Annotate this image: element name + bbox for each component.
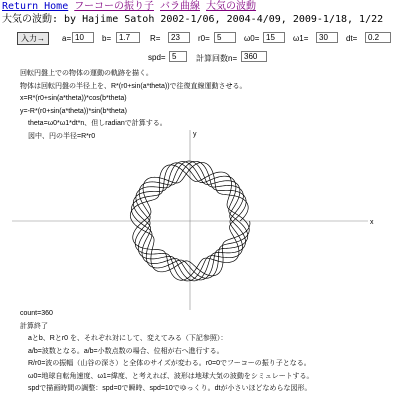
parameter-row: [0, 32, 400, 46]
r0-input[interactable]: [214, 32, 236, 43]
note-4: ω0=地球自転角速度、ω1=緯度、と考えれば、波形は地球大気の波動をシミュレートする。: [28, 372, 314, 380]
return-home-link[interactable]: Return Home: [2, 1, 69, 12]
w0-input[interactable]: [263, 32, 285, 43]
notes: [20, 308, 314, 396]
x-axis-label: x: [370, 219, 374, 226]
a-input[interactable]: [72, 32, 94, 43]
count-text: count=360: [20, 310, 53, 317]
desc-line-5: theta=ω0*ω1*dt*n、但しradianで計算する。: [28, 120, 167, 127]
w1-label: ω1=: [293, 34, 309, 43]
desc-line-2: 物体は回転円盤の半径上を、R*(r0+sin(a*theta))で往復直線運動させる。: [20, 82, 247, 90]
spd-label: spd=: [148, 53, 166, 62]
nav-links: [2, 0, 256, 13]
desc-line-1: 回転円盤上での物体の運動の軌跡を描く。: [20, 70, 153, 77]
foucault-pendulum-link[interactable]: フーコーの振り子: [74, 1, 154, 12]
page-title: 大気の波動: by Hajime Satoh 2002-1/06, 2004-4/09, 2009-1/18, 1/22: [2, 14, 384, 25]
note-3: R/r0=波の振幅（山谷の深さ）と全体のサイズが変わる。r0=0でフーコーの振り子となる。: [28, 360, 311, 367]
spd-input[interactable]: [169, 51, 187, 62]
w1-input[interactable]: [316, 32, 338, 43]
note-5: spdで描画時間の調整：spd=0で瞬時、spd=10でゆっくり。dtが小さいほどなめらな図形。: [28, 385, 312, 392]
done-text: 計算終了: [20, 322, 48, 330]
R-input[interactable]: [168, 32, 190, 43]
dt-label: dt=: [346, 34, 358, 43]
w0-label: ω0=: [244, 34, 260, 43]
atmospheric-wave-link[interactable]: 大気の波動: [206, 1, 257, 12]
b-label: b=: [102, 34, 112, 43]
desc-line-3: x=R*(r0+sin(a*theta))*cos(b*theta): [20, 95, 127, 102]
R-label: R=: [150, 34, 161, 43]
a-label: a=: [62, 34, 72, 43]
trajectory-plot: [0, 130, 400, 310]
note-1: aとb、Rとr0 を、それぞれ対にして、変えてみる（下記参照）：: [28, 335, 228, 342]
dt-input[interactable]: [365, 32, 391, 43]
speed-row: [0, 51, 400, 65]
desc-line-6: 図中、円の半径=R*r0: [28, 132, 96, 140]
rose-curve-link[interactable]: バラ曲線: [160, 1, 200, 12]
r0-label: r0=: [198, 34, 210, 43]
run-button[interactable]: 入力→: [17, 32, 49, 45]
desc-line-4: y=-R*(r0+sin(a*theta))*sin(b*theta): [20, 107, 127, 115]
count-label: 計算回数n=: [196, 54, 238, 63]
y-axis-label: y: [193, 131, 197, 138]
count-input[interactable]: [241, 51, 267, 62]
note-2: a/b=波数となる。a/b=小数点数の場合、位相が右へ進行する。: [28, 347, 224, 355]
b-input[interactable]: [116, 32, 140, 43]
